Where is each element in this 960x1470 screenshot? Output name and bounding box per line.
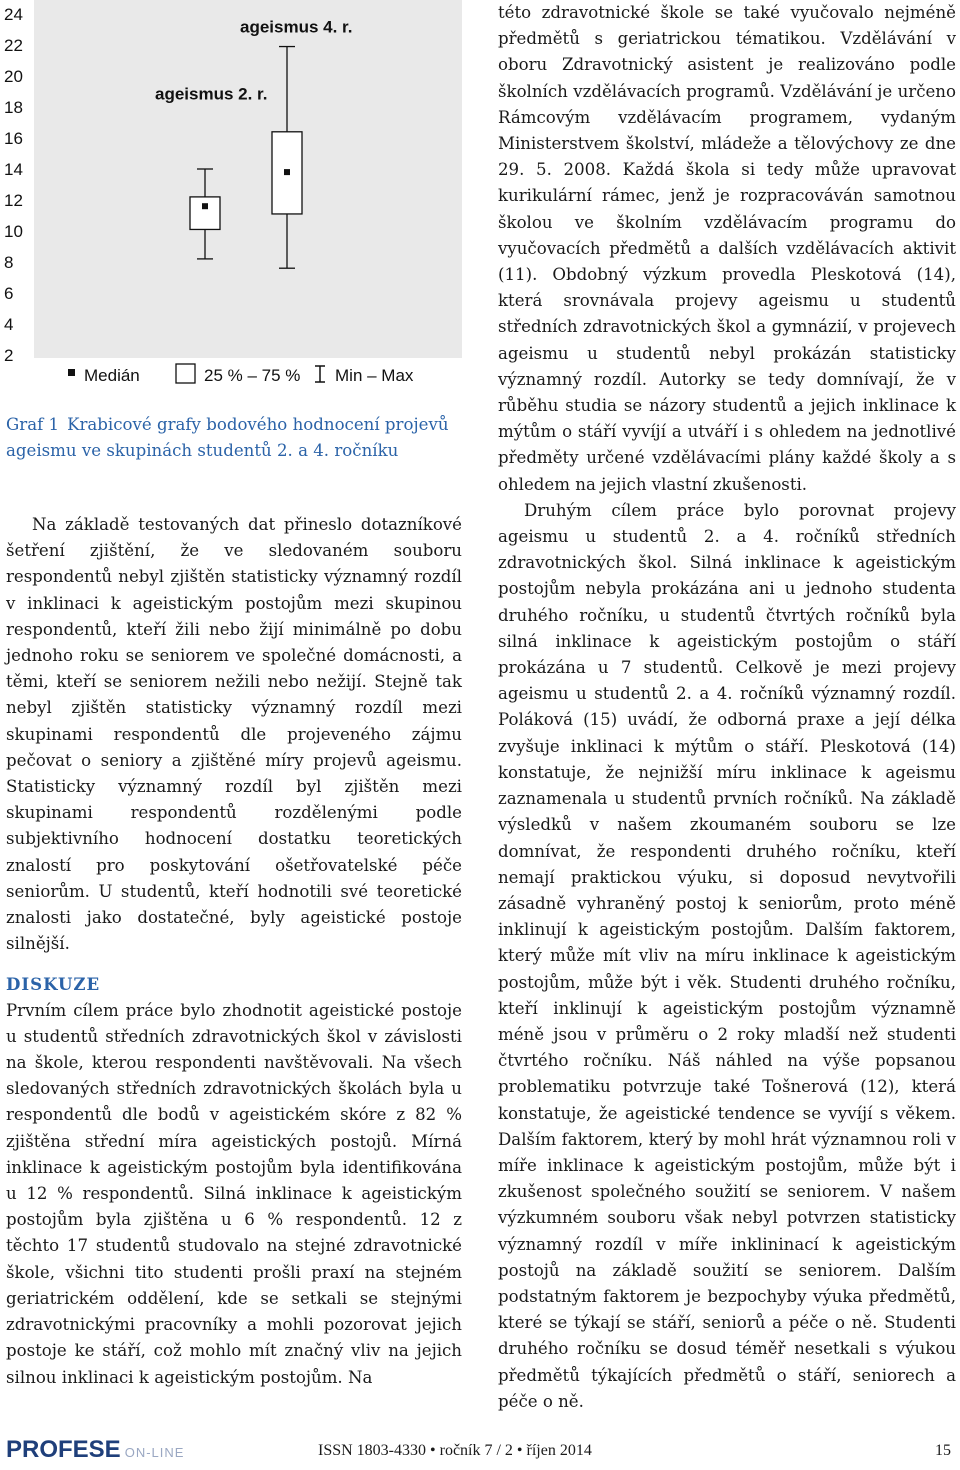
chart-svg [0, 0, 470, 395]
discussion-paragraph-1: Prvním cílem práce bylo zhodnotit ageistické postoje u studentů středních zdravotnických škol v závislosti na škole, kterou respondenti navštěvovali. Na všech sledovaných středních zdravotnických školách byla u respondentů dle bodů v ageistickém skóre z 82 % zjištěna střední míra ageistických postojů. Mírná inklinace k ageistickým postojům byla identifikována u 12 % respondentů. Silná inklinace k ageistickým postojům byla zjištěna u 6 % respondentů. 12 z těchto 17 studentů studovalo na stejné zdravotnické škole, všichni tito studenti prošli praxí na stejném geriatrickém oddělení, kde se setkali se stejnými zdravotnickými pracovníky a mohli pozorovat jejich postoje ke stáří, což mohlo mít značný vliv na jejich silnou inklinaci k ageistickým postojům. Na [6, 1000, 462, 1387]
legend-median-marker [68, 369, 75, 376]
y-tick-label: 12 [4, 191, 23, 210]
legend-range-label: Min – Max [335, 366, 414, 385]
legend-range-marker [315, 366, 325, 382]
logo-main: PROFESE [6, 1436, 121, 1463]
y-tick-label: 2 [4, 346, 14, 365]
series-label: ageismus 2. r. [155, 84, 268, 104]
box-plot-chart [0, 0, 470, 395]
issn-line: ISSN 1803-4330 • ročník 7 / 2 • říjen 2014 [318, 1442, 592, 1459]
series-label: ageismus 4. r. [240, 17, 353, 37]
figure-caption [6, 412, 454, 464]
y-tick-label: 22 [4, 36, 23, 55]
y-tick-label: 20 [4, 67, 23, 86]
results-paragraph: Na základě testovaných dat přineslo dotazníkové šetření zjištění, že ve sledovaném souboru respondentů nebyl zjištěn statisticky významný rozdíl v inklinaci k ageistickým postojům mezi skupinou respondentů, kteří žili nebo žijí minimálně po dobu jednoho roku se seniorem ve společné domácnosti, a těmi, kteří se seniorem nežili nebo nežijí. Stejně tak nebyl zjištěn statisticky významný rozdíl mezi skupinami respondentů dle projeveného zájmu pečovat o seniory a zjištěné míry projevů ageismu. Statisticky významný rozdíl byl zjištěn mezi skupinami respondentů rozdělenými podle subjektivního hodnocení dostatku teoretických znalostí pro poskytování ošetřovatelské péče seniorům. U studentů, kteří hodnotili své teoretické znalosti jako dostatečné, byly ageistické postoje silnější. [6, 515, 462, 954]
y-tick-label: 24 [4, 5, 23, 24]
y-tick-label: 14 [4, 160, 23, 179]
median-marker [284, 169, 290, 175]
y-tick-label: 18 [4, 98, 23, 117]
y-tick-label: 10 [4, 222, 23, 241]
y-tick-label: 8 [4, 253, 14, 272]
plot-area [34, 0, 462, 358]
page-footer [0, 1430, 960, 1470]
legend-box-label: 25 % – 75 % [204, 366, 301, 385]
iqr-box [190, 197, 220, 230]
logo-sub: ON-LINE [124, 1445, 185, 1460]
caption-text: Krabicové grafy bodového hodnocení projevů ageismu ve skupinách studentů 2. a 4. ročníku [6, 415, 449, 461]
caption-label: Graf 1 [6, 415, 60, 434]
y-tick-label: 6 [4, 284, 14, 303]
discussion-paragraph-2: Druhým cílem práce bylo porovnat projevy ageismu u studentů 2. a 4. ročníků středních zdravotnických škol. Silná inklinace k ageistickým postojům nebyla prokázána ani u jednoho studenta druhého ročníku, u studentů čtvrtých ročníků byla silná inklinace k ageistickým postojům o stáří prokázána u 7 studentů. Celkově je mezi projevy ageismu u studentů 2. a 4. ročníků významný rozdíl. Poláková (15) uvádí, že odborná praxe a její délka zvyšuje inklinaci k mýtům o stáří. Pleskotová (14) konstatuje, že nejnižší míru inklinace k ageismu zaznamenala u studentů prvních ročníků. Na základě výsledků v našem zkoumaném souboru se lze domnívat, že respondenti druhého ročníku, kteří nemají praktickou výuku, si doposud nevytvořili zásadně vyhraněný postoj k seniorům, proto méně inklinují k ageistickým postojům. Dalším faktorem, který může mít vliv na míru inklinace k ageistickým postojům, může být i věk. Studenti druhého ročníku, kteří inklinují k ageistickým postojům významně méně jsou v průměru o 2 roky mladší než studenti čtvrtého ročníku. Náš náhled na výše popsanou problematiku potvrzuje také Tošnerová (12), která konstatuje, že ageistické tendence se vyvíjí s věkem. Dalším faktorem, který by mohl hrát významnou roli v míře inklinace k ageistickým postojům, může být i zkušenost společného soužití se seniorem. V našem výzkumném souboru však nebyl potvrzen statisticky významný rozdíl v míře inklininací k ageistickým postojů na základě soužití se seniorem. Dalším podstatným faktorem je bezpochyby výuka předmětů, které se týkají se stáří, seniorů a péče o ně. Studenti druhého ročníku se dosud téměř nesetkali s výukou předmětů týkajících předmětů o stáří, seniorech a péče o ně. [498, 500, 956, 1411]
left-column [6, 512, 462, 1391]
section-heading-diskuze: DISKUZE [6, 974, 101, 995]
journal-logo [6, 1436, 184, 1464]
right-column [498, 0, 956, 1415]
legend-box-marker [176, 364, 195, 383]
page-number: 15 [935, 1442, 951, 1459]
y-tick-label: 4 [4, 315, 14, 334]
median-marker [202, 203, 208, 209]
y-tick-label: 16 [4, 129, 23, 148]
legend-median-label: Medián [84, 366, 140, 385]
discussion-paragraph-continued: této zdravotnické škole se také vyučovalo nejméně předmětů s geriatrickou tématikou. Vzdělávání v oboru Zdravotnický asistent je realizováno podle školních vzdělávacích programů. Vzdělávání je určeno Rámcovým vzdělávacím programem, vydaným Ministerstvem školství, mládeže a tělovýchovy ze dne 29. 5. 2008. Každá škola si tedy může upravovat kurikulární rámec, jenž je rozpracováván samotnou školou ve školním vzdělávacím programu do vyučovacích předmětů a dalších vzdělávacích aktivit (11). Obdobný výzkum provedla Pleskotová (14), která srovnávala projevy ageismu u studentů středních zdravotnických škol a gymnázií, v projevech ageismu u studentů nebyl prokázán statisticky významný rozdíl. Autorky se tedy domnívají, že v růběhu studia se názory studentů a jejich inklinace k mýtům o stáří vyvíjí a utváří i s ohledem na jednotlivé předměty určené vzdělávacími plány každé školy a s ohledem na jejich vlastní zkušenosti. [498, 3, 956, 494]
